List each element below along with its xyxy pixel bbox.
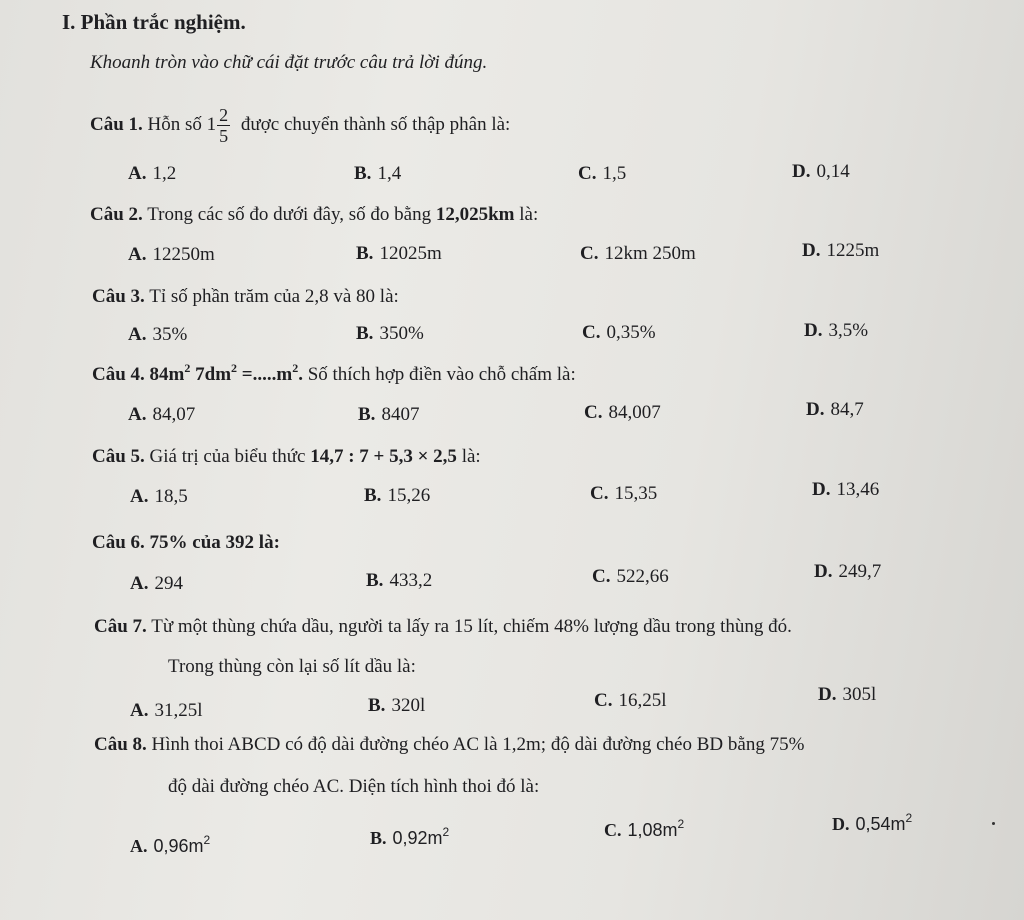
question-5-text-end: là: bbox=[461, 446, 481, 467]
q5-option-d[interactable]: D. 13,46 bbox=[812, 479, 880, 500]
q6-option-c[interactable]: C. 522,66 bbox=[592, 566, 669, 587]
question-6-number: Câu 6. bbox=[92, 532, 145, 553]
q1-option-a[interactable]: A. 1,2 bbox=[128, 163, 177, 184]
q7-option-b[interactable]: B. 320l bbox=[368, 695, 426, 716]
question-4 bbox=[92, 361, 576, 386]
q3-option-d[interactable]: D. 3,5% bbox=[804, 320, 869, 341]
question-7-number: Câu 7. bbox=[94, 616, 147, 637]
q4-option-d[interactable]: D. 84,7 bbox=[806, 399, 864, 420]
question-2-number: Câu 2. bbox=[90, 204, 143, 225]
fraction-denominator: 5 bbox=[219, 126, 229, 147]
question-4-equation: $84m^2$ $7dm^2 =.....m^2$. bbox=[149, 361, 303, 385]
question-4-number: Câu 4. bbox=[92, 364, 145, 385]
question-8-line2: độ dài đường chéo AC. Diện tích hình thoi đó là: bbox=[168, 776, 540, 797]
question-5-number: Câu 5. bbox=[92, 446, 145, 467]
q6-option-d[interactable]: D. 249,7 bbox=[814, 561, 882, 582]
question-6 bbox=[92, 532, 280, 554]
q8-option-d[interactable]: D. $0,54m^2$ bbox=[832, 811, 913, 834]
q1-option-d[interactable]: D. 0,14 bbox=[792, 161, 850, 182]
q6-option-a[interactable]: A. 294 bbox=[130, 573, 183, 594]
q7-option-a[interactable]: A. 31,25l bbox=[130, 700, 203, 721]
question-3 bbox=[92, 286, 399, 308]
question-7-line2: Trong thùng còn lại số lít dầu là: bbox=[168, 656, 416, 677]
q4-option-c[interactable]: C. 84,007 bbox=[584, 402, 661, 423]
fraction-numerator: 2 bbox=[219, 105, 229, 126]
question-2-text-end: là: bbox=[519, 204, 539, 225]
mixed-number-fraction bbox=[217, 105, 230, 146]
q8-option-c[interactable]: C. $1,08m^2$ bbox=[604, 817, 685, 840]
question-2-text: Trong các số đo dưới đây, số đo bằng bbox=[147, 204, 432, 225]
question-2-value: 12,025km bbox=[435, 204, 515, 225]
question-7 bbox=[94, 616, 792, 638]
mixed-number-whole: 1 bbox=[206, 114, 217, 135]
q4-option-a[interactable]: A. 84,07 bbox=[128, 404, 196, 425]
question-2 bbox=[90, 204, 538, 226]
q1-option-c[interactable]: C. 1,5 bbox=[578, 163, 627, 184]
question-1-number: Câu 1. bbox=[90, 114, 143, 135]
instruction-text: Khoanh tròn vào chữ cái đặt trước câu trả lời đúng. bbox=[90, 52, 488, 73]
question-7-line1: Từ một thùng chứa dầu, người ta lấy ra 15 lít, chiếm 48% lượng dầu trong thùng đó. bbox=[151, 616, 792, 637]
q7-option-d[interactable]: D. 305l bbox=[818, 684, 877, 705]
question-8-line1: Hình thoi ABCD có độ dài đường chéo AC là 1,2m; độ dài đường chéo BD bằng 75% bbox=[151, 734, 805, 755]
q8-option-a[interactable]: A. $0,96m^2$ bbox=[130, 833, 211, 856]
q8-option-b[interactable]: B. $0,92m^2$ bbox=[370, 825, 450, 848]
question-8-number: Câu 8. bbox=[94, 734, 147, 755]
q2-option-a[interactable]: A. 12250m bbox=[128, 244, 215, 265]
section-title: I. Phần trắc nghiệm. bbox=[62, 10, 246, 34]
question-1-text-before: Hỗn số bbox=[147, 114, 202, 135]
question-5-expression: 14,7 : 7 + 5,3 × 2,5 bbox=[310, 446, 457, 467]
question-1-text-after: được chuyển thành số thập phân là: bbox=[240, 114, 511, 135]
question-6-text: 75% của 392 là: bbox=[149, 532, 280, 553]
q6-option-b[interactable]: B. 433,2 bbox=[366, 570, 433, 591]
q3-option-c[interactable]: C. 0,35% bbox=[582, 322, 656, 343]
q2-option-c[interactable]: C. 12km 250m bbox=[580, 243, 696, 264]
q4-option-b[interactable]: B. 8407 bbox=[358, 404, 420, 425]
q3-option-a[interactable]: A. 35% bbox=[128, 324, 188, 345]
q5-option-c[interactable]: C. 15,35 bbox=[590, 483, 658, 504]
question-5 bbox=[92, 446, 481, 468]
stray-dot-mark bbox=[992, 822, 995, 825]
q2-option-b[interactable]: B. 12025m bbox=[356, 243, 442, 264]
question-5-text: Giá trị của biểu thức bbox=[149, 446, 306, 467]
q2-option-d[interactable]: D. 1225m bbox=[802, 240, 880, 261]
question-8 bbox=[94, 734, 804, 756]
q7-option-c[interactable]: C. 16,25l bbox=[594, 690, 667, 711]
q5-option-b[interactable]: B. 15,26 bbox=[364, 485, 431, 506]
question-3-text: Tỉ số phần trăm của 2,8 và 80 là: bbox=[149, 286, 399, 307]
q3-option-b[interactable]: B. 350% bbox=[356, 323, 424, 344]
question-3-number: Câu 3. bbox=[92, 286, 145, 307]
question-4-text: Số thích hợp điền vào chỗ chấm là: bbox=[307, 364, 576, 385]
q1-option-b[interactable]: B. 1,4 bbox=[354, 163, 402, 184]
q5-option-a[interactable]: A. 18,5 bbox=[130, 486, 188, 507]
question-1 bbox=[90, 100, 510, 150]
